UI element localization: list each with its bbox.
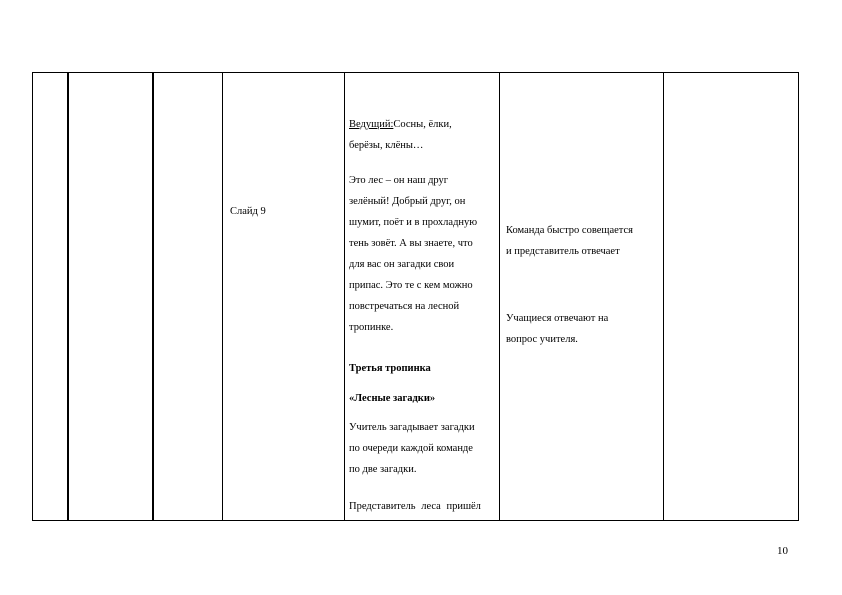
col-border-1 xyxy=(67,72,69,521)
team-paragraph xyxy=(506,220,658,262)
forest-line: для вас он загадки свои xyxy=(349,259,455,270)
col-border-2 xyxy=(152,72,154,521)
forest-line: Это лес – он наш друг xyxy=(349,175,449,186)
teacher-paragraph xyxy=(349,417,497,480)
host-label: Ведущий: xyxy=(349,119,394,130)
forest-line: тень зовёт. А вы знаете, что xyxy=(349,238,473,249)
forest-line: повстречаться на лесной xyxy=(349,301,460,312)
host-block xyxy=(349,114,497,156)
teacher-line: по две загадки. xyxy=(349,464,417,475)
forest-line: зелёный! Добрый друг, он xyxy=(349,196,466,207)
path-title: Третья тропинка xyxy=(349,363,431,374)
col-border-4 xyxy=(344,72,345,521)
teacher-line: по очереди каждой команде xyxy=(349,443,473,454)
representative-line: Представитель леса пришёл xyxy=(349,501,481,512)
host-line-2: берёзы, клёны… xyxy=(349,140,424,151)
table-bottom-border xyxy=(32,520,799,521)
forest-line: шумит, поёт и в прохладную xyxy=(349,217,478,228)
riddles-title: «Лесные загадки» xyxy=(349,393,436,404)
team-line: Команда быстро совещается xyxy=(506,225,633,236)
students-paragraph xyxy=(506,308,658,350)
teacher-line: Учитель загадывает загадки xyxy=(349,422,475,433)
col-border-7 xyxy=(798,72,799,521)
col-border-5 xyxy=(499,72,500,521)
team-line: и представитель отвечает xyxy=(506,246,620,257)
page-number: 10 xyxy=(777,545,788,557)
forest-line: тропинке. xyxy=(349,322,394,333)
table-top-border xyxy=(32,72,799,73)
host-line-1: Сосны, ёлки, xyxy=(393,119,452,130)
students-line: вопрос учителя. xyxy=(506,334,578,345)
slide-label: Слайд 9 xyxy=(230,206,266,217)
students-line: Учащиеся отвечают на xyxy=(506,313,609,324)
forest-line: припас. Это те с кем можно xyxy=(349,280,473,291)
col-border-6 xyxy=(663,72,664,521)
forest-paragraph xyxy=(349,170,497,338)
col-border-0 xyxy=(32,72,33,521)
col-border-3 xyxy=(222,72,223,521)
